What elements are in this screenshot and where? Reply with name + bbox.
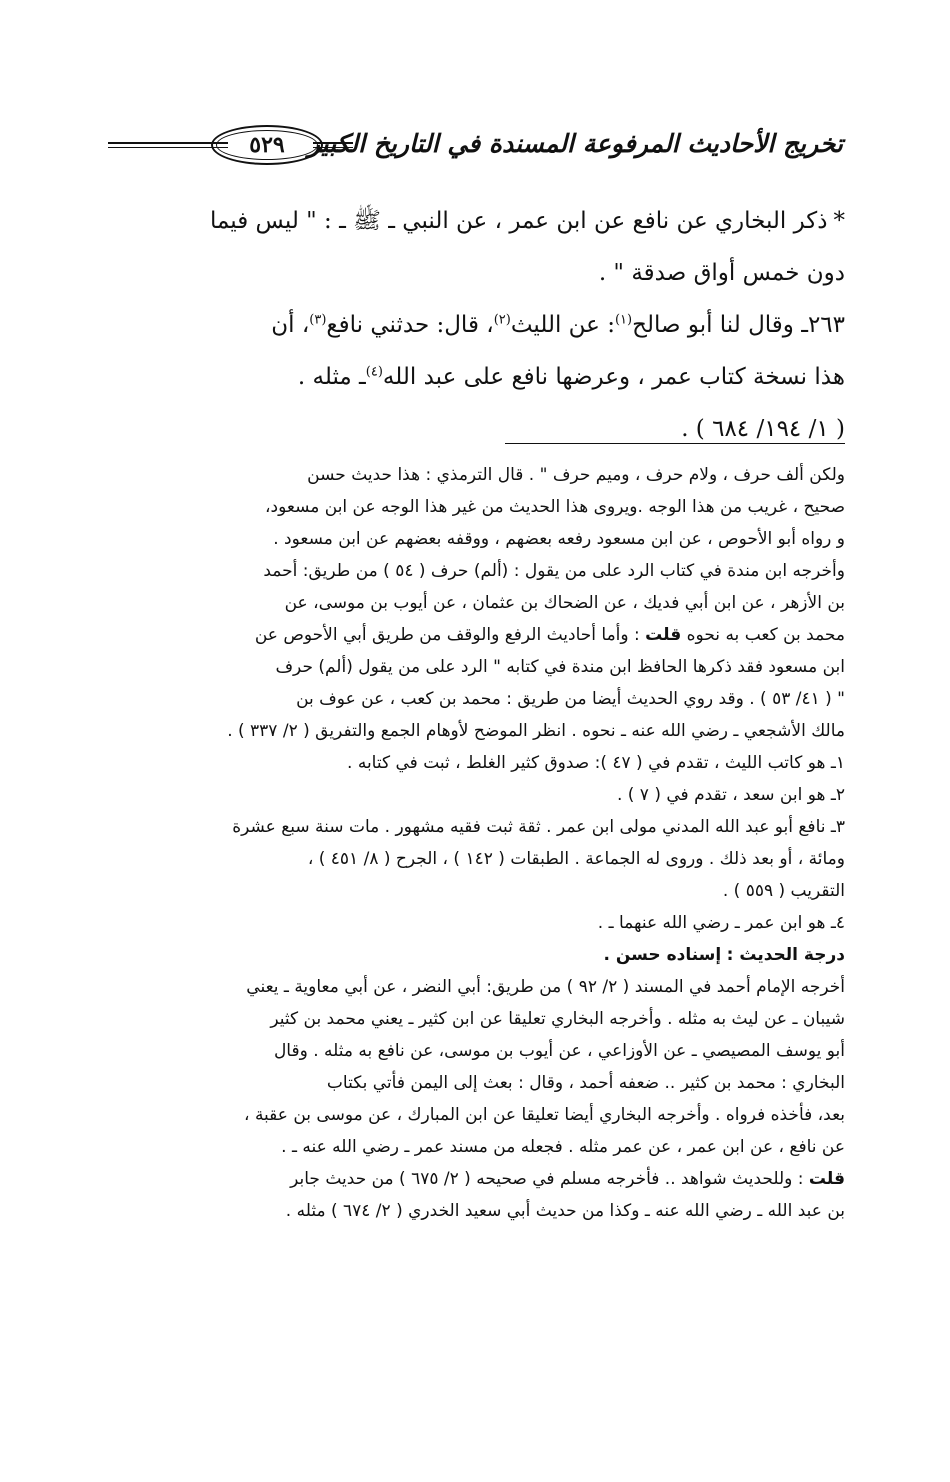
main-line: ( ١/ ١٩٤/ ٦٨٤ ) . bbox=[681, 416, 845, 442]
main-line: دون خمس أواق صدقة " . bbox=[598, 260, 845, 286]
header-rule bbox=[108, 142, 228, 148]
footnote-divider bbox=[505, 443, 845, 444]
main-line bbox=[110, 351, 845, 403]
main-line bbox=[110, 299, 845, 351]
hadith-number-text: ٢٦٣ـ وقال لنا أبو صالح bbox=[632, 312, 845, 338]
note-text: : وأما أحاديث الرفع والوقف من طريق أبي الأحوص عن bbox=[254, 625, 640, 645]
qult-label: قلت bbox=[808, 1169, 845, 1189]
main-text bbox=[110, 195, 845, 455]
footnote-4: ٤ـ هو ابن عمر ـ رضي الله عنهما ـ . bbox=[597, 913, 845, 933]
footnote-ref: (١) bbox=[614, 312, 633, 328]
note-line: شيبان ـ عن ليث به مثله . وأخرجه البخاري تعليقا عن ابن كثير ـ يعني محمد بن كثير bbox=[270, 1009, 845, 1029]
main-line-text: : عن الليث bbox=[510, 312, 615, 338]
footnotes bbox=[110, 459, 845, 1227]
note-line: ومائة ، أو بعد ذلك . وروى له الجماعة . الطبقات ( ١٤٢ ) ، الجرح ( ٨/ ٤٥١ ) ، bbox=[307, 849, 845, 869]
hadith-grade bbox=[110, 939, 845, 971]
note-line: " ( ٤١/ ٥٣ ) . وقد روي الحديث أيضا من طريق : محمد بن كعب ، عن عوف بن bbox=[296, 689, 845, 709]
note-text: : وللحديث شواهد .. فأخرجه مسلم في صحيحه ( ٢/ ٦٧٥ ) من حديث جابر bbox=[290, 1169, 804, 1189]
note-line: و رواه أبو الأحوص ، عن ابن مسعود رفعه بعضهم ، ووقفه بعضهم عن ابن مسعود . bbox=[273, 529, 845, 549]
note-line: أخرجه الإمام أحمد في المسند ( ٢/ ٩٢ ) من طريق: أبي النضر ، عن أبي معاوية ـ يعني bbox=[246, 977, 845, 997]
note-line: وأخرجه ابن مندة في كتاب الرد على من يقول : (ألم) حرف ( ٥٤ ) من طريق: أحمد bbox=[263, 561, 845, 581]
page-number: ٥٢٩ bbox=[249, 132, 285, 158]
main-line-text: ذكر البخاري عن نافع عن ابن عمر ، عن النبي ـ ﷺ ـ : " ليس فيما bbox=[210, 208, 828, 234]
header-title: تخريج الأحاديث المرفوعة المسندة في التاريخ الكبير bbox=[307, 129, 843, 158]
note-line: البخاري : محمد بن كثير .. ضعفه أحمد ، وقال : بعث إلى اليمن فأتي بكتاب bbox=[326, 1073, 845, 1093]
footnote-3: ٣ـ نافع أبو عبد الله المدني مولى ابن عمر . ثقة ثبت فقيه مشهور . مات سنة سبع عشرة bbox=[232, 817, 845, 837]
qult-line bbox=[110, 1163, 845, 1195]
main-line-text: هذا نسخة كتاب عمر ، وعرضها نافع على عبد الله bbox=[382, 364, 845, 390]
main-line bbox=[110, 195, 845, 247]
note-line: أبو يوسف المصيصي ـ عن الأوزاعي ، عن أيوب بن موسى، عن نافع به مثله . وقال bbox=[273, 1041, 845, 1061]
running-header bbox=[108, 125, 843, 169]
footnote-ref: (٢) bbox=[493, 312, 511, 328]
main-line-text: ، أن bbox=[271, 312, 310, 338]
star-symbol: * bbox=[833, 208, 845, 234]
note-line: بن الأزهر ، عن ابن أبي فديك ، عن الضحاك بن عثمان ، عن أيوب بن موسى، عن bbox=[284, 593, 845, 613]
note-line: التقريب ( ٥٥٩ ) . bbox=[722, 881, 845, 901]
note-line bbox=[110, 619, 845, 651]
note-line: ابن مسعود فقد ذكرها الحافظ ابن مندة في كتابه " الرد على من يقول (ألم) حرف bbox=[275, 657, 845, 677]
main-line-text: ، قال: حدثني نافع bbox=[326, 312, 494, 338]
footnote-ref: (٤) bbox=[365, 364, 383, 380]
note-line: عن نافع ، عن ابن عمر ، عن عمر مثله . فجعله من مسند عمر ـ رضي الله عنه ـ . bbox=[281, 1137, 845, 1157]
note-line: ولكن ألف حرف ، ولام حرف ، وميم حرف " . قال الترمذي : هذا حديث حسن bbox=[307, 465, 845, 485]
main-line-text: ـ مثله . bbox=[297, 364, 366, 390]
grade-value: إسناده حسن . bbox=[603, 945, 722, 965]
grade-label: درجة الحديث : bbox=[726, 945, 845, 965]
qult-label: قلت bbox=[645, 625, 682, 645]
footnote-ref: (٣) bbox=[309, 312, 327, 328]
note-line: صحيح ، غريب من هذا الوجه .ويروى هذا الحديث من غير هذا الوجه عن ابن مسعود، bbox=[265, 497, 845, 517]
note-line: بن عبد الله ـ رضي الله عنه ـ وكذا من حديث أبي سعيد الخدري ( ٢/ ٦٧٤ ) مثله . bbox=[285, 1201, 845, 1221]
note-line: بعد، فأخذه فرواه . وأخرجه البخاري أيضا تعليقا عن ابن المبارك ، عن موسى بن عقبة ، bbox=[244, 1105, 845, 1125]
note-line: مالك الأشجعي ـ رضي الله عنه ـ نحوه . انظر الموضح لأوهام الجمع والتفريق ( ٢/ ٣٣٧ ) . bbox=[227, 721, 845, 741]
footnote-2: ٢ـ هو ابن سعد ، تقدم في ( ٧ ) . bbox=[616, 785, 845, 805]
footnote-1: ١ـ هو كاتب الليث ، تقدم في ( ٤٧ ): صدوق كثير الغلط ، ثبت في كتابه . bbox=[347, 753, 845, 773]
note-text: محمد بن كعب به نحوه bbox=[686, 625, 845, 645]
